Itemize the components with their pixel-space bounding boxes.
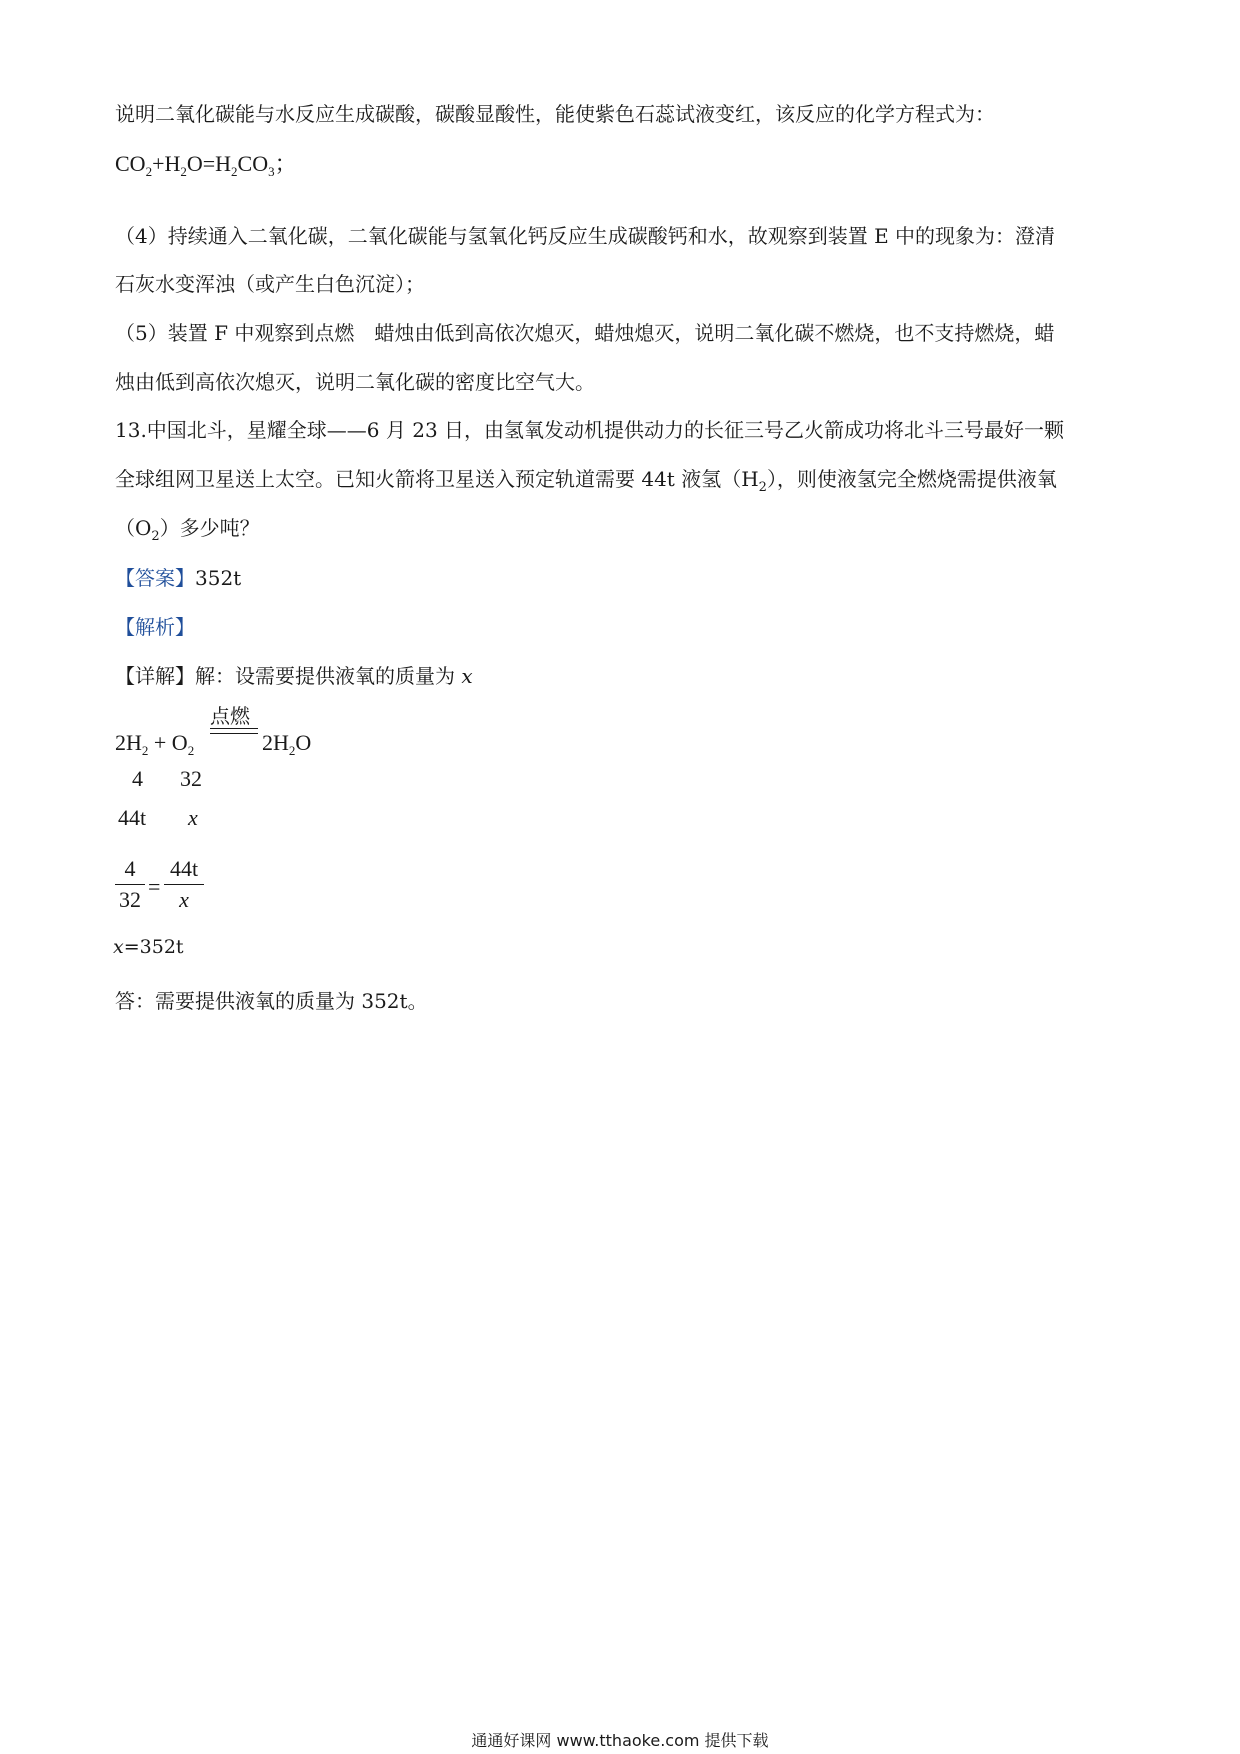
- answer-line: [115, 562, 241, 591]
- eq-sub: 2: [141, 743, 149, 758]
- fraction-denominator: 32: [119, 887, 141, 912]
- equals-sign: =: [148, 874, 161, 899]
- fraction-numerator: 44t: [169, 856, 199, 881]
- mass-value: 44t: [118, 805, 147, 830]
- equals-double-line: [210, 728, 258, 734]
- eq-sub: 2: [180, 164, 187, 179]
- question-13-line: [115, 463, 1057, 495]
- eq-text: +H: [152, 151, 181, 176]
- mass-variable: x: [188, 805, 198, 830]
- detail-line: [115, 660, 473, 689]
- paragraph-line: 烛由低到高依次熄灭，说明二氧化碳的密度比空气大。: [115, 370, 595, 394]
- conclusion-line: 答：需要提供液氧的质量为 352t。: [115, 989, 428, 1013]
- eq-text: CO: [237, 151, 269, 176]
- detail-text: 解：设需要提供液氧的质量为: [195, 664, 462, 688]
- paragraph-line: 说明二氧化碳能与水反应生成碳酸，碳酸显酸性，能使紫色石蕊试液变红，该反应的化学方程式为：: [115, 102, 995, 126]
- fraction-left: [115, 856, 145, 913]
- fraction-right: [164, 856, 204, 913]
- eq-text: 2H: [115, 730, 142, 755]
- eq-text: CO: [115, 151, 146, 176]
- variable-x: x: [113, 936, 124, 958]
- paragraph-line: 石灰水变浑浊（或产生白色沉淀）；: [115, 272, 425, 296]
- eq-text: O=H: [186, 151, 232, 176]
- equation-combustion: [115, 730, 194, 759]
- paragraph-line: （4）持续通入二氧化碳，二氧化碳能与氢氧化钙反应生成碳酸钙和水，故观察到装置 E 中的现象为：澄清: [115, 224, 1056, 248]
- eq-text: ；: [274, 151, 297, 176]
- eq-text: O: [295, 730, 312, 755]
- ratio-value: 4: [132, 766, 143, 791]
- paragraph-line: （5）装置 F 中观察到点燃 蜡烛由低到高依次熄灭，蜡烛熄灭，说明二氧化碳不燃烧，也不支持燃烧，蜡: [115, 321, 1055, 345]
- equation-product: [262, 730, 311, 759]
- subscript: 2: [758, 480, 767, 495]
- ratio-value: 32: [180, 766, 202, 791]
- text: ），则使液氢完全燃烧需提供液氧: [766, 467, 1057, 491]
- fraction-bar: [115, 884, 145, 885]
- result-line: [113, 936, 184, 958]
- variable-x: x: [461, 664, 473, 688]
- eq-sub: 3: [268, 164, 275, 179]
- eq-sub: 2: [288, 743, 296, 758]
- eq-sub: 2: [187, 743, 195, 758]
- eq-sub: 2: [145, 164, 153, 179]
- text: 全球组网卫星送上太空。已知火箭将卫星送入预定轨道需要 44t 液氢（H: [115, 467, 759, 491]
- subscript: 2: [151, 529, 160, 544]
- question-13-line: 13.中国北斗，星耀全球——6 月 23 日，由氢氧发动机提供动力的长征三号乙火箭成功将北斗三号最好一颗: [115, 418, 1065, 442]
- eq-text: 2H: [262, 730, 289, 755]
- text: ）多少吨？: [159, 516, 260, 540]
- answer-value: 352t: [195, 566, 242, 590]
- answer-tag: 【答案】: [115, 566, 195, 590]
- analysis-tag: 【解析】: [115, 615, 195, 639]
- footer-watermark: 通通好课网 www.tthaoke.com 提供下载: [471, 1731, 769, 1750]
- equation-co2-h2o: [115, 147, 297, 180]
- fraction-numerator: 4: [124, 856, 136, 881]
- reaction-condition: 点燃: [210, 704, 250, 728]
- analysis-line: [115, 611, 195, 640]
- text: （O: [115, 516, 152, 540]
- question-13-line: [115, 512, 260, 544]
- fraction-denominator: x: [179, 887, 189, 912]
- result-value: =352t: [123, 936, 184, 958]
- eq-sub: 2: [231, 164, 238, 179]
- eq-text: + O: [148, 730, 188, 755]
- detail-tag: 【详解】: [115, 664, 195, 688]
- fraction-bar: [164, 884, 204, 885]
